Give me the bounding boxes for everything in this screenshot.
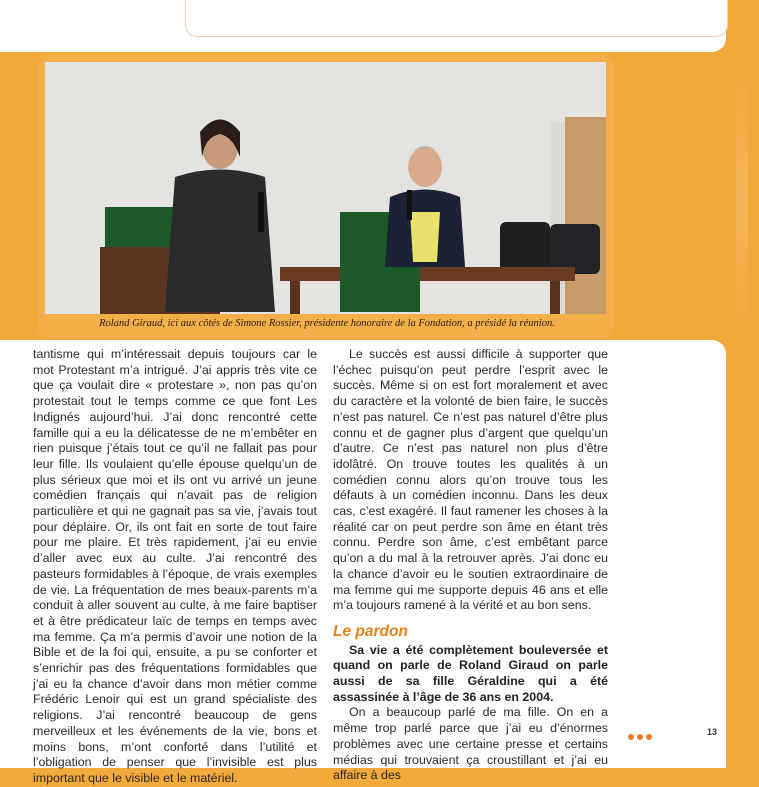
event-photo: [45, 62, 606, 314]
photo-two-speakers-icon: [45, 62, 606, 314]
article-left-column: [33, 347, 317, 787]
right-paragraph-2: On a beaucoup parlé de ma fille. On en a même trop parlé parce que j’ai eu d’énormes problèmes avec une certaine presse et certains médias qui trouvaient ça croustillant et j’ai eu affaire à des: [333, 705, 608, 783]
decorative-dots-icon: [628, 727, 660, 737]
page-edge-decoration: [736, 70, 748, 330]
top-panel: [0, 0, 726, 52]
section-lead: Sa vie a été complètement bouleversée et quand on parle de Roland Giraud on parle aussi de sa fille Géraldine qui a été assassinée à l’âge de 36 ans en 2004.: [333, 642, 608, 704]
left-paragraph: tantisme qui m’intéressait depuis toujours car le mot Protestant m’a intrigué. J’ai appris très vite ce que ça voulait dire « protestare », non pas qu’on protestait tout le temps comme ce que font Les Indignés aujourd’hui. J’ai donc rencontré cette famille qui a eu la délicatesse de ne m’embêter en rien puisque j’étais tout ce qu’il ne fallait pas pour leur fille. Ils voulaient qu’elle épouse quelqu’un de plus sérieux que moi et ils ont vu arrivé un jeune comédien français qui n’avait pas de religion particulière et qui ne gagnait pas sa vie, j’avais tout pour déplaire. Or, ils ont fait en sorte de tout faire pour me plaire. Et très rapidement, j’ai eu envie d’aller avec eux au culte. J’ai rencontré des pasteurs formidables à l’époque, de vrais exemples de vie. La fréquentation de mes beaux-parents m’a conduit à aller souvent au culte, à me faire baptiser et à être prédicateur laïc de temps en temps avec ma femme. Ça m’a permis d’avoir une notion de la Bible et de la foi qui, ensuite, a pu se conforter et s’enrichir pas des fréquentations formidables que j’ai eu la chance d’avoir dans mon métier comme Frédéric Lenoir qui est un grand spécialiste des religions. J’ai rencontré beaucoup de gens merveilleux et les événements de la vie, bons et moins bons, m’ont conforté dans l’utilité et l’obligation de penser que l’invisible est plus important que le visible et le matériel.: [33, 347, 317, 785]
page-fold: [726, 352, 759, 762]
right-paragraph-1: Le succès est aussi difficile à supporter que l’échec puisqu’on peut perdre l’esprit avec le succès. Même si on est fort moralement et avec du caractère et la volonté de bien faire, le succès n’est pas naturel. Ce n’est pas naturel d’être plus connu et de gagner plus d’argent que quelqu’un d’autre. Ce n’est pas naturel non plus d’être idolâtré. On trouve toutes les qualités à un comédien connu alors qu’on trouve tous les défauts à un comédien inconnu. Dans les deux cas, c’est exagéré. Il faut ramener les choses à la réalité car on peut perdre son âme en étant très connu. Perdre son âme, c’est embêtant parce qu’on a du mal à la retrouver après. J’ai donc eu la chance d’avoir eu le soutien extraordinaire de ma femme qui me supporte depuis 46 ans et elle m’a toujours ramené à la vérité et au bon sens.: [333, 347, 608, 613]
section-heading: Le pardon: [333, 622, 408, 640]
article-right-column: [333, 347, 608, 784]
page-number: 13: [707, 727, 718, 737]
photo-caption: Roland Giraud, ici aux côtés de Simone Rossier, présidente honoraire de la Fondation, a présidé la réunion.: [99, 318, 555, 329]
top-inner-box: [185, 0, 728, 37]
